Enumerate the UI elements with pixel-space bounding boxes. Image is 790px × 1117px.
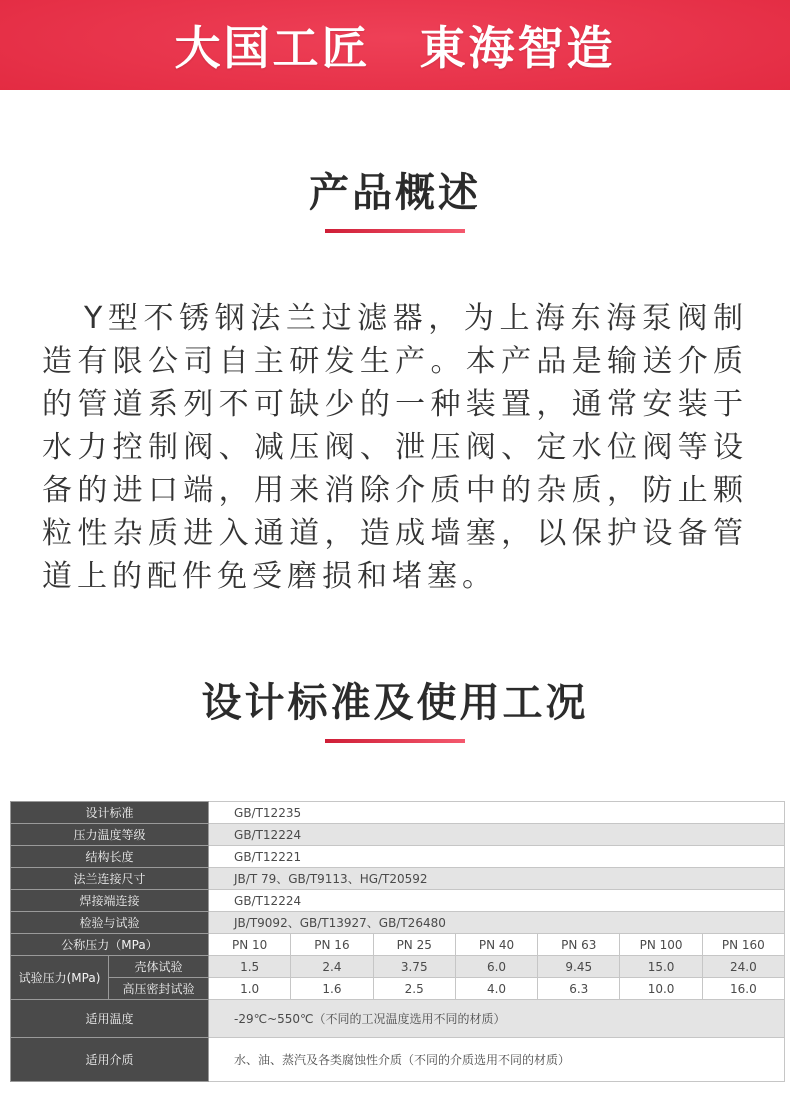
row-value: JB/T9092、GB/T13927、GB/T26480 bbox=[209, 912, 785, 934]
pn-cell: PN 160 bbox=[702, 934, 784, 956]
value-cell: 24.0 bbox=[702, 956, 784, 978]
row-label: 结构长度 bbox=[11, 846, 209, 868]
row-label: 设计标准 bbox=[11, 802, 209, 824]
pn-cell: PN 25 bbox=[373, 934, 455, 956]
spec-row-design-standard bbox=[11, 802, 785, 824]
spec-table-wrapper bbox=[10, 801, 785, 1082]
design-section-title: 设计标准及使用工况 bbox=[201, 680, 589, 726]
spec-row-temperature bbox=[11, 1000, 785, 1038]
row-value: -29℃~550℃（不同的工况温度选用不同的材质） bbox=[209, 1000, 785, 1038]
row-value: 水、油、蒸汽及各类腐蚀性介质（不同的介质选用不同的材质） bbox=[209, 1038, 785, 1082]
spec-row-shell-test bbox=[11, 956, 785, 978]
row-label: 壳体试验 bbox=[109, 956, 209, 978]
row-value: JB/T 79、GB/T9113、HG/T20592 bbox=[209, 868, 785, 890]
row-value: GB/T12224 bbox=[209, 890, 785, 912]
spec-row-weld-end-connection bbox=[11, 890, 785, 912]
row-value: GB/T12235 bbox=[209, 802, 785, 824]
spec-row-flange-dimensions bbox=[11, 868, 785, 890]
value-cell: 9.45 bbox=[538, 956, 620, 978]
value-cell: 6.0 bbox=[455, 956, 537, 978]
row-value: GB/T12224 bbox=[209, 824, 785, 846]
row-value: GB/T12221 bbox=[209, 846, 785, 868]
spec-row-seal-test bbox=[11, 978, 785, 1000]
spec-row-nominal-pressure bbox=[11, 934, 785, 956]
spec-row-structure-length bbox=[11, 846, 785, 868]
value-cell: 3.75 bbox=[373, 956, 455, 978]
row-label: 检验与试验 bbox=[11, 912, 209, 934]
pn-cell: PN 63 bbox=[538, 934, 620, 956]
spec-table bbox=[10, 801, 785, 1082]
overview-paragraph: Y型不锈钢法兰过滤器，为上海东海泵阀制造有限公司自主研发生产。本产品是输送介质的管道系列不可缺少的一种装置，通常安装于水力控制阀、减压阀、泄压阀、定水位阀等设备的进口端，用来消除介质中的杂质，防止颗粒性杂质进入通道，造成墙塞，以保护设备管道上的配件免受磨损和堵塞。 bbox=[42, 301, 748, 594]
value-cell: 6.3 bbox=[538, 978, 620, 1000]
banner-title: 大国工匠 東海智造 bbox=[174, 21, 616, 75]
spec-row-medium bbox=[11, 1038, 785, 1082]
pn-cell: PN 40 bbox=[455, 934, 537, 956]
value-cell: 1.6 bbox=[291, 978, 373, 1000]
value-cell: 2.5 bbox=[373, 978, 455, 1000]
row-label: 高压密封试验 bbox=[109, 978, 209, 1000]
overview-title-underline bbox=[325, 229, 465, 233]
top-banner bbox=[0, 0, 790, 90]
test-pressure-label: 试验压力(MPa) bbox=[11, 956, 109, 1000]
design-title-underline bbox=[325, 739, 465, 743]
value-cell: 4.0 bbox=[455, 978, 537, 1000]
pn-cell: PN 10 bbox=[209, 934, 291, 956]
pn-cell: PN 16 bbox=[291, 934, 373, 956]
spec-row-inspection-test bbox=[11, 912, 785, 934]
value-cell: 1.5 bbox=[209, 956, 291, 978]
spec-row-pressure-temp-class bbox=[11, 824, 785, 846]
row-label: 焊接端连接 bbox=[11, 890, 209, 912]
value-cell: 2.4 bbox=[291, 956, 373, 978]
value-cell: 16.0 bbox=[702, 978, 784, 1000]
row-label: 适用温度 bbox=[11, 1000, 209, 1038]
overview-section-title: 产品概述 bbox=[309, 170, 481, 216]
row-label: 适用介质 bbox=[11, 1038, 209, 1082]
row-label: 公称压力（MPa） bbox=[11, 934, 209, 956]
value-cell: 15.0 bbox=[620, 956, 702, 978]
row-label: 压力温度等级 bbox=[11, 824, 209, 846]
row-label: 法兰连接尺寸 bbox=[11, 868, 209, 890]
value-cell: 1.0 bbox=[209, 978, 291, 1000]
value-cell: 10.0 bbox=[620, 978, 702, 1000]
pn-cell: PN 100 bbox=[620, 934, 702, 956]
